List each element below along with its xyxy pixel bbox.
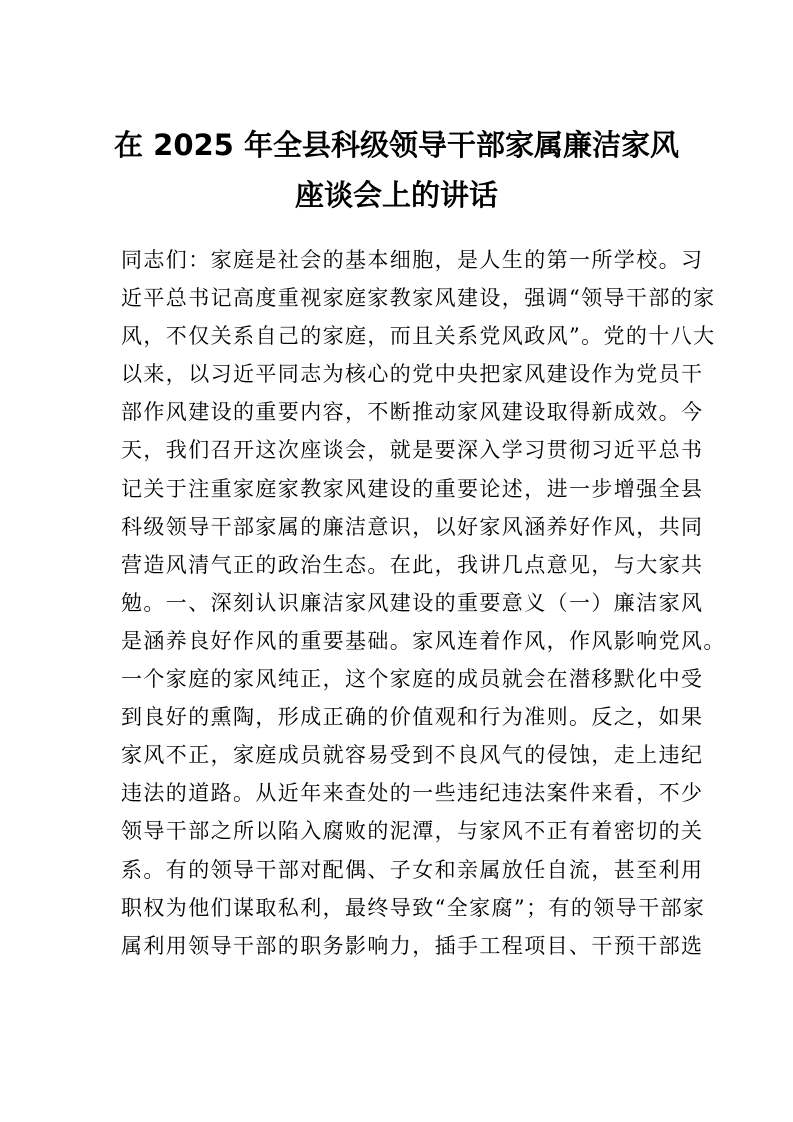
body-line: 是涵养良好作风的重要基础。家风连着作风，作风影响党风。 bbox=[121, 628, 726, 653]
body-line: 以来，以习近平同志为核心的党中央把家风建设作为党员干 bbox=[121, 362, 704, 387]
speech-body bbox=[121, 241, 726, 965]
page-title bbox=[100, 120, 693, 220]
title-line: 在 2025 年全县科级领导干部家属廉洁家风 bbox=[114, 128, 679, 162]
body-line: 职权为他们谋取私利，最终导致“全家腐”；有的领导干部家 bbox=[121, 895, 706, 920]
body-line: 领导干部之所以陷入腐败的泥潭，与家风不正有着密切的关 bbox=[121, 819, 704, 844]
body-line: 违法的道路。从近年来查处的一些违纪违法案件来看，不少 bbox=[121, 781, 704, 806]
body-line: 勉。一、深刻认识廉洁家风建设的重要意义（一）廉洁家风 bbox=[121, 590, 704, 615]
body-line: 部作风建设的重要内容，不断推动家风建设取得新成效。今 bbox=[121, 400, 704, 425]
body-line: 近平总书记高度重视家庭家教家风建设，强调“领导干部的家 bbox=[121, 286, 716, 311]
body-line: 到良好的熏陶，形成正确的价值观和行为准则。反之，如果 bbox=[121, 705, 704, 730]
body-line: 风，不仅关系自己的家庭，而且关系党风政风”。党的十八大 bbox=[121, 324, 716, 349]
body-line: 系。有的领导干部对配偶、子女和亲属放任自流，甚至利用 bbox=[121, 857, 704, 882]
title-line: 座谈会上的讲话 bbox=[294, 178, 498, 212]
body-line: 科级领导干部家属的廉洁意识，以好家风涵养好作风，共同 bbox=[121, 514, 704, 539]
body-line: 一个家庭的家风纯正，这个家庭的成员就会在潜移默化中受 bbox=[121, 667, 704, 692]
body-line: 属利用领导干部的职务影响力，插手工程项目、干预干部选 bbox=[121, 933, 704, 958]
body-line: 天，我们召开这次座谈会，就是要深入学习贯彻习近平总书 bbox=[121, 438, 704, 463]
body-line: 家风不正，家庭成员就容易受到不良风气的侵蚀，走上违纪 bbox=[121, 743, 704, 768]
body-line: 同志们：家庭是社会的基本细胞，是人生的第一所学校。习 bbox=[121, 248, 704, 272]
body-line: 记关于注重家庭家教家风建设的重要论述，进一步增强全县 bbox=[121, 476, 704, 501]
body-line: 营造风清气正的政治生态。在此，我讲几点意见，与大家共 bbox=[121, 552, 704, 577]
